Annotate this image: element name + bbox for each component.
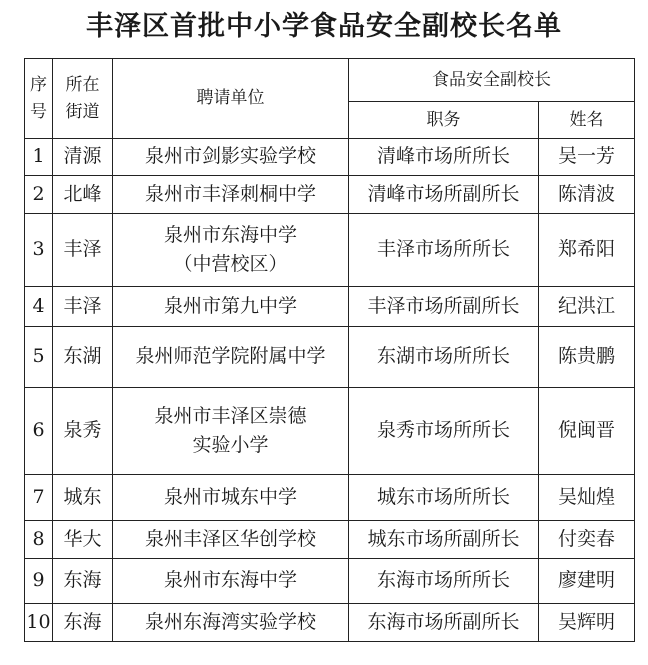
- header-street: 所在 街道: [53, 59, 113, 139]
- header-hiring-unit: 聘请单位: [113, 59, 349, 139]
- row-street: 丰泽: [53, 287, 113, 327]
- row-street: 东湖: [53, 327, 113, 388]
- row-position: 城东市场所副所长: [349, 521, 539, 559]
- row-position: 东湖市场所所长: [349, 327, 539, 388]
- row-name: 付奕春: [539, 521, 635, 559]
- table-row: [25, 139, 635, 176]
- table-row: [25, 327, 635, 388]
- row-unit: 泉州市东海中学: [113, 559, 349, 604]
- row-name: 纪洪江: [539, 287, 635, 327]
- row-name: 吴一芳: [539, 139, 635, 176]
- row-position: 东海市场所副所长: [349, 604, 539, 642]
- row-name: 廖建明: [539, 559, 635, 604]
- row-unit: 泉州东海湾实验学校: [113, 604, 349, 642]
- table-row: [25, 287, 635, 327]
- row-street: 城东: [53, 475, 113, 521]
- row-unit: 泉州市丰泽刺桐中学: [113, 176, 349, 214]
- row-name: 陈清波: [539, 176, 635, 214]
- row-street: 东海: [53, 604, 113, 642]
- row-no: 7: [25, 475, 53, 521]
- row-name: 陈贵鹏: [539, 327, 635, 388]
- row-unit: 泉州市东海中学 （中营校区）: [113, 214, 349, 287]
- row-unit: 泉州市城东中学: [113, 475, 349, 521]
- row-street: 清源: [53, 139, 113, 176]
- row-no: 1: [25, 139, 53, 176]
- row-position: 泉秀市场所所长: [349, 388, 539, 475]
- row-unit: 泉州师范学院附属中学: [113, 327, 349, 388]
- row-street: 丰泽: [53, 214, 113, 287]
- row-no: 9: [25, 559, 53, 604]
- document-title: 丰泽区首批中小学食品安全副校长名单: [86, 11, 562, 42]
- row-unit: 泉州市丰泽区崇德 实验小学: [113, 388, 349, 475]
- row-no: 4: [25, 287, 53, 327]
- row-street: 华大: [53, 521, 113, 559]
- row-street: 北峰: [53, 176, 113, 214]
- row-no: 2: [25, 176, 53, 214]
- table-row: [25, 521, 635, 559]
- row-no: 3: [25, 214, 53, 287]
- row-position: 丰泽市场所副所长: [349, 287, 539, 327]
- row-no: 6: [25, 388, 53, 475]
- table-row: [25, 604, 635, 642]
- table-row: [25, 214, 635, 287]
- row-position: 丰泽市场所所长: [349, 214, 539, 287]
- row-position: 东海市场所所长: [349, 559, 539, 604]
- table-row: [25, 559, 635, 604]
- vice-principal-table: [24, 58, 635, 642]
- header-position: 职务: [349, 102, 539, 139]
- row-name: 郑希阳: [539, 214, 635, 287]
- header-name: 姓名: [539, 102, 635, 139]
- row-no: 5: [25, 327, 53, 388]
- row-unit: 泉州市剑影实验学校: [113, 139, 349, 176]
- row-unit: 泉州市第九中学: [113, 287, 349, 327]
- row-name: 吴辉明: [539, 604, 635, 642]
- table-row: [25, 388, 635, 475]
- row-name: 吴灿煌: [539, 475, 635, 521]
- row-name: 倪闽晋: [539, 388, 635, 475]
- header-food-safety-vice-principal: 食品安全副校长: [349, 59, 635, 102]
- row-position: 城东市场所所长: [349, 475, 539, 521]
- row-unit: 泉州丰泽区华创学校: [113, 521, 349, 559]
- row-position: 清峰市场所副所长: [349, 176, 539, 214]
- row-street: 泉秀: [53, 388, 113, 475]
- row-no: 8: [25, 521, 53, 559]
- row-street: 东海: [53, 559, 113, 604]
- header-serial-no: 序 号: [25, 59, 53, 139]
- table-row: [25, 475, 635, 521]
- row-no: 10: [25, 604, 53, 642]
- row-position: 清峰市场所所长: [349, 139, 539, 176]
- table-row: [25, 176, 635, 214]
